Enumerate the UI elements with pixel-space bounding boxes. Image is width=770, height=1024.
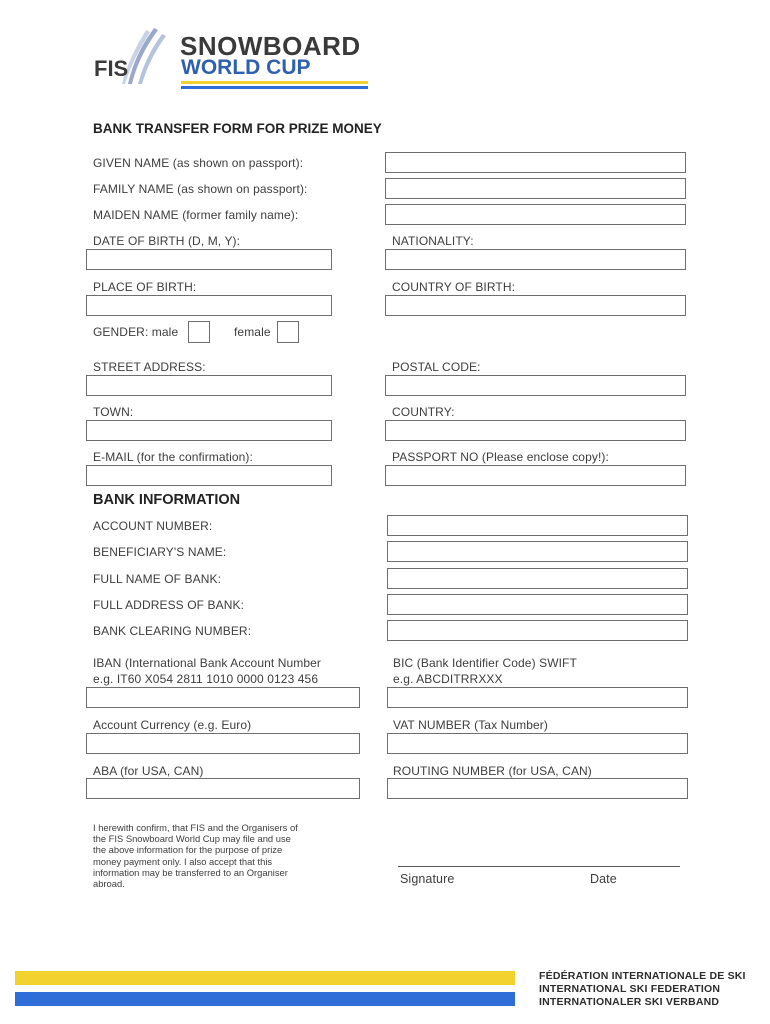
- footer-yellow-stripe: [15, 971, 515, 985]
- confirmation-line: abroad.: [93, 878, 125, 890]
- vat-field[interactable]: [387, 733, 688, 754]
- bic-field[interactable]: [387, 687, 688, 708]
- passport-field[interactable]: [385, 465, 686, 486]
- routing-field[interactable]: [387, 778, 688, 799]
- gender-female-checkbox[interactable]: [277, 321, 299, 343]
- beneficiary-field[interactable]: [387, 541, 688, 562]
- vat-label: VAT NUMBER (Tax Number): [393, 718, 548, 732]
- nationality-label: NATIONALITY:: [392, 234, 474, 248]
- country-of-birth-label: COUNTRY OF BIRTH:: [392, 280, 516, 294]
- clearing-label: BANK CLEARING NUMBER:: [93, 624, 252, 638]
- email-label: E-MAIL (for the confirmation):: [93, 450, 253, 464]
- header-title-line1: SNOWBOARD: [180, 31, 361, 61]
- dob-label: DATE OF BIRTH (D, M, Y):: [93, 234, 241, 248]
- iban-field[interactable]: [86, 687, 360, 708]
- confirmation-line: I herewith confirm, that FIS and the Organisers of: [93, 822, 298, 833]
- dob-field[interactable]: [86, 249, 332, 270]
- footer-org-line-de: INTERNATIONALER SKI VERBAND: [539, 996, 720, 1008]
- confirmation-line: money payment only. I also accept that this: [93, 855, 273, 867]
- header-blue-stripe: [181, 86, 368, 89]
- country-of-birth-field[interactable]: [385, 295, 686, 316]
- country-field[interactable]: [385, 420, 686, 441]
- gender-male-checkbox[interactable]: [188, 321, 210, 343]
- place-of-birth-label: PLACE OF BIRTH:: [93, 280, 197, 294]
- logo-text: FIS: [94, 56, 129, 81]
- bic-example: e.g. ABCDITRRXXX: [393, 672, 503, 686]
- signature-label: Signature: [400, 872, 455, 886]
- email-field[interactable]: [86, 465, 332, 486]
- passport-label: PASSPORT NO (Please enclose copy!):: [392, 450, 609, 464]
- confirmation-line: the FIS Snowboard World Cup may file and use: [93, 833, 291, 845]
- date-label: Date: [590, 872, 617, 886]
- family-name-field[interactable]: [385, 178, 686, 199]
- bic-label: BIC (Bank Identifier Code) SWIFT: [393, 656, 577, 670]
- aba-field[interactable]: [86, 778, 360, 799]
- iban-example: e.g. IT60 X054 2811 1010 0000 0123 456: [93, 672, 319, 686]
- currency-field[interactable]: [86, 733, 360, 754]
- header-yellow-stripe: [181, 81, 368, 84]
- nationality-field[interactable]: [385, 249, 686, 270]
- aba-label: ABA (for USA, CAN): [93, 764, 204, 778]
- confirmation-line: the above information for the purpose of prize: [93, 844, 283, 856]
- currency-label: Account Currency (e.g. Euro): [93, 718, 252, 732]
- footer-org-line-fr: FÉDÉRATION INTERNATIONALE DE SKI: [539, 970, 746, 982]
- signature-line[interactable]: [398, 866, 680, 867]
- confirmation-line: information may be transferred to an Organiser: [93, 866, 288, 878]
- account-number-field[interactable]: [387, 515, 688, 536]
- header-title-line2: WORLD CUP: [181, 56, 311, 79]
- gender-male-label: GENDER: male: [93, 325, 179, 339]
- given-name-field[interactable]: [385, 152, 686, 173]
- given-name-label: GIVEN NAME (as shown on passport):: [93, 156, 304, 170]
- form-heading: BANK TRANSFER FORM FOR PRIZE MONEY: [93, 121, 382, 136]
- country-label: COUNTRY:: [392, 405, 455, 419]
- maiden-name-label: MAIDEN NAME (former family name):: [93, 208, 299, 222]
- iban-label: IBAN (International Bank Account Number: [93, 656, 322, 670]
- fis-logo-icon: [92, 24, 172, 88]
- footer-blue-stripe: [15, 992, 515, 1006]
- footer-org-line-en: INTERNATIONAL SKI FEDERATION: [539, 983, 721, 995]
- bank-name-field[interactable]: [387, 568, 688, 589]
- clearing-field[interactable]: [387, 620, 688, 641]
- postal-field[interactable]: [385, 375, 686, 396]
- bank-heading: BANK INFORMATION: [93, 492, 241, 508]
- postal-label: POSTAL CODE:: [392, 360, 481, 374]
- beneficiary-label: BENEFICIARY'S NAME:: [93, 545, 227, 559]
- confirmation-text: [93, 822, 298, 889]
- street-label: STREET ADDRESS:: [93, 360, 206, 374]
- place-of-birth-field[interactable]: [86, 295, 332, 316]
- town-label: TOWN:: [93, 405, 134, 419]
- account-number-label: ACCOUNT NUMBER:: [93, 519, 213, 533]
- town-field[interactable]: [86, 420, 332, 441]
- street-field[interactable]: [86, 375, 332, 396]
- maiden-name-field[interactable]: [385, 204, 686, 225]
- routing-label: ROUTING NUMBER (for USA, CAN): [393, 764, 592, 778]
- bank-name-label: FULL NAME OF BANK:: [93, 572, 222, 586]
- bank-address-label: FULL ADDRESS OF BANK:: [93, 598, 245, 612]
- bank-address-field[interactable]: [387, 594, 688, 615]
- family-name-label: FAMILY NAME (as shown on passport):: [93, 182, 308, 196]
- gender-female-label: female: [234, 325, 271, 339]
